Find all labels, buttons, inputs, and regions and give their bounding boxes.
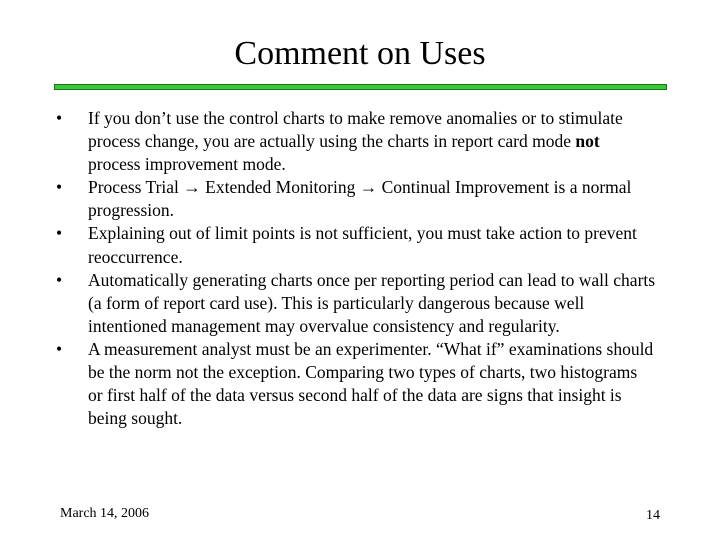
- bullet-text: A measurement analyst must be an experimenter. “What if” examinations should be the norm not the exception. Comparing two types of charts, two histograms or first half of the data versus second half of the data are signs that insight is being sought.: [88, 338, 654, 429]
- bullet-item: [56, 338, 656, 430]
- bullet-item: [56, 176, 656, 222]
- bullet-text: Explaining out of limit points is not sufficient, you must take action to prevent reoccurrence.: [88, 223, 637, 267]
- bullet-bold-text: not: [575, 131, 600, 152]
- bullet-text: Automatically generating charts once per reporting period can lead to wall charts (a form of report card use). This is particularly dangerous because well intentioned management may overvalue consistency and regularity.: [88, 269, 656, 336]
- right-arrow-icon: →: [359, 177, 378, 198]
- footer-date: March 14, 2006: [60, 506, 150, 521]
- right-arrow-icon: →: [183, 177, 201, 198]
- bullet-text: Continual Improvement is a normal progression.: [88, 177, 632, 221]
- bullet-dot-icon: •: [56, 177, 63, 198]
- bullet-dot-icon: •: [56, 223, 63, 244]
- page-number: 14: [646, 508, 660, 523]
- bullet-dot-icon: •: [56, 269, 63, 290]
- bullet-dot-icon: •: [56, 338, 63, 359]
- slide-title: Comment on Uses: [234, 35, 486, 72]
- bullet-text: Extended Monitoring: [205, 177, 356, 198]
- bullet-text: Process Trial: [88, 177, 179, 198]
- title-rule: [54, 84, 667, 90]
- bullet-item: [56, 222, 656, 268]
- bullet-text: process improvement mode.: [88, 154, 286, 175]
- bullet-text: If you don’t use the control charts to make remove anomalies or to stimulate process change, you are actually using the charts in report card mode: [88, 108, 623, 152]
- bullet-list: [56, 107, 656, 430]
- bullet-item: [56, 107, 656, 176]
- bullet-dot-icon: •: [56, 108, 63, 128]
- bullet-item: [56, 269, 656, 338]
